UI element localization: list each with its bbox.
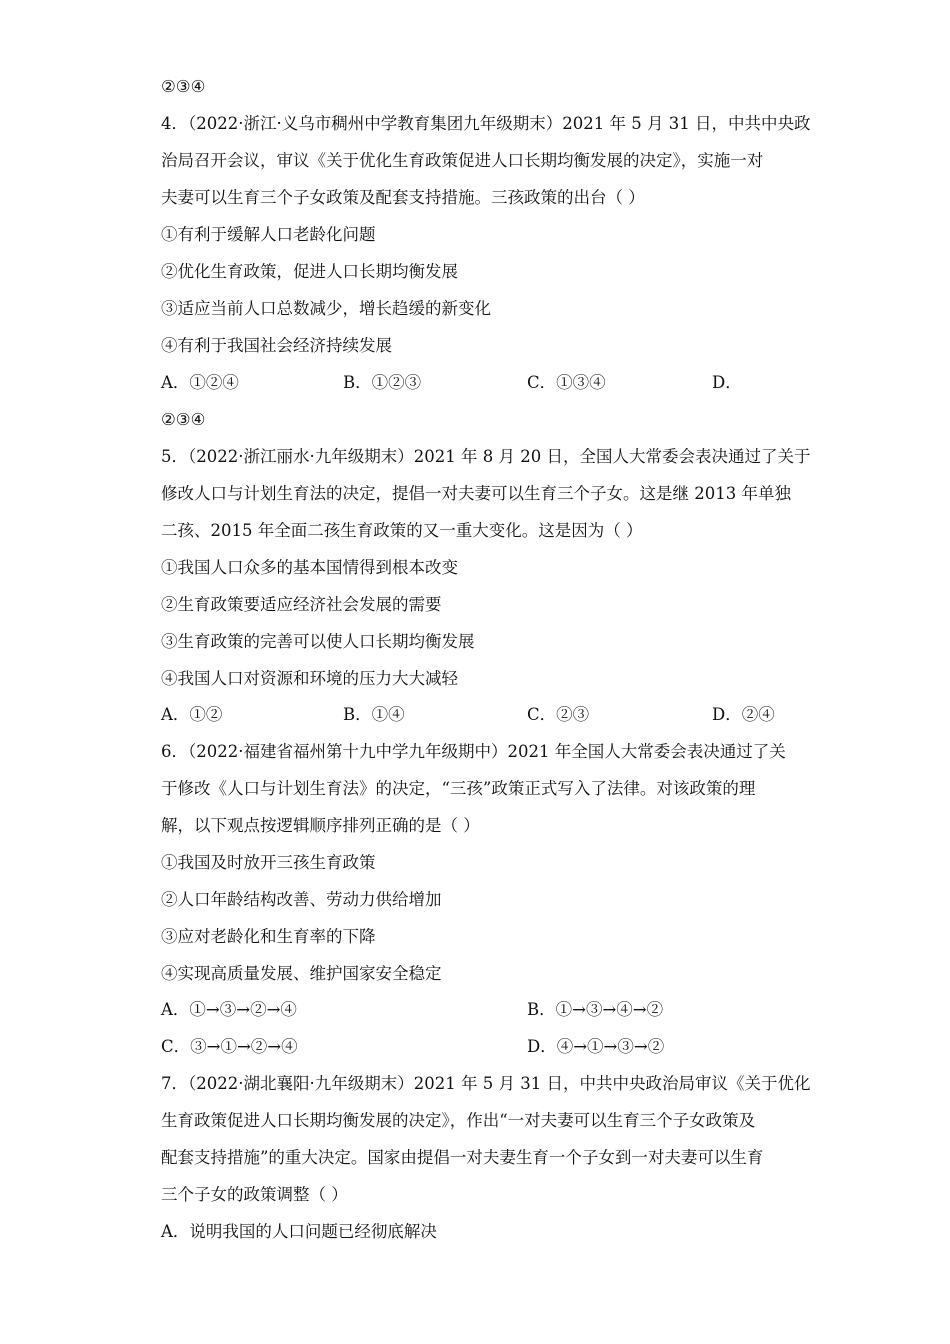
q5-stem-line-3: 二孩、2015 年全面二孩生育政策的又一重大变化。这是因为（ ）	[161, 521, 643, 540]
q5-stem-line-2: 修改人口与计划生育法的决定，提倡一对夫妻可以生育三个子女。这是继 2013 年单独	[161, 484, 791, 503]
q4-stem-line-3: 夫妻可以生育三个子女政策及配套支持措施。三孩政策的出台（ ）	[161, 188, 645, 207]
q5-item-2: ②生育政策要适应经济社会发展的需要	[161, 595, 442, 614]
q5-item-3: ③生育政策的完善可以使人口长期均衡发展	[161, 632, 475, 651]
q4-stem-line-2: 治局召开会议，审议《关于优化生育政策促进人口长期均衡发展的决定》，实施一对	[161, 151, 764, 170]
q4-item-4: ④有利于我国社会经济持续发展	[161, 336, 392, 355]
q6-stem-line-2: 于修改《人口与计划生育法》的决定，“三孩”政策正式写入了法律。对该政策的理	[161, 779, 756, 798]
q5-item-4: ④我国人口对资源和环境的压力大大减轻	[161, 669, 458, 688]
q5-option-d[interactable]: D．②④	[712, 705, 775, 724]
q6-item-2: ②人口年龄结构改善、劳动力供给增加	[161, 890, 442, 909]
q7-stem-line-3: 配套支持措施”的重大决定。国家由提倡一对夫妻生育一个子女到一对夫妻可以生育	[161, 1148, 764, 1167]
q4-option-c[interactable]: C．①③④	[527, 373, 606, 392]
q4-item-1: ①有利于缓解人口老龄化问题	[161, 225, 376, 244]
q6-item-4: ④实现高质量发展、维护国家安全稳定	[161, 964, 442, 983]
q4-option-b[interactable]: B．①②③	[343, 373, 422, 392]
q6-stem-line-1: 6．（2022·福建省福州第十九中学九年级期中）2021 年全国人大常委会表决通过了关	[161, 742, 786, 761]
q6-option-d[interactable]: D．④→①→③→②	[527, 1037, 665, 1056]
q4-item-2: ②优化生育政策，促进人口长期均衡发展	[161, 262, 458, 281]
q6-option-a[interactable]: A．①→③→②→④	[161, 1000, 297, 1019]
q7-stem-line-2: 生育政策促进人口长期均衡发展的决定》，作出“一对夫妻可以生育三个子女政策及	[161, 1111, 756, 1130]
q5-stem-line-1: 5．（2022·浙江丽水·九年级期末）2021 年 8 月 20 日，全国人大常委会表决通过了关于	[161, 447, 811, 466]
q6-stem-line-3: 解，以下观点按逻辑顺序排列正确的是（ ）	[161, 816, 480, 835]
q4-option-d[interactable]: D．	[712, 373, 742, 392]
q5-option-c[interactable]: C．②③	[527, 705, 590, 724]
q6-item-3: ③应对老龄化和生育率的下降	[161, 927, 376, 946]
q3-option-d-wrap: ②③④	[161, 77, 206, 96]
q6-item-1: ①我国及时放开三孩生育政策	[161, 853, 376, 872]
q7-stem-line-1: 7．（2022·湖北襄阳·九年级期末）2021 年 5 月 31 日，中共中央政治局审议《关于优化	[161, 1074, 811, 1093]
q5-option-b[interactable]: B．①④	[343, 705, 405, 724]
q4-item-3: ③适应当前人口总数减少，增长趋缓的新变化	[161, 299, 491, 318]
q7-stem-line-4: 三个子女的政策调整（ ）	[161, 1185, 348, 1204]
q6-option-c[interactable]: C．③→①→②→④	[161, 1037, 298, 1056]
q7-option-a[interactable]: A．说明我国的人口问题已经彻底解决	[161, 1222, 437, 1241]
q5-option-a[interactable]: A．①②	[161, 705, 223, 724]
q5-item-1: ①我国人口众多的基本国情得到根本改变	[161, 558, 458, 577]
q4-option-a[interactable]: A．①②④	[161, 373, 239, 392]
q6-option-b[interactable]: B．①→③→④→②	[527, 1000, 664, 1019]
q4-option-d-wrap: ②③④	[161, 410, 206, 429]
q4-stem-line-1: 4．（2022·浙江·义乌市稠州中学教育集团九年级期末）2021 年 5 月 31 日，中共中央政	[161, 114, 811, 133]
